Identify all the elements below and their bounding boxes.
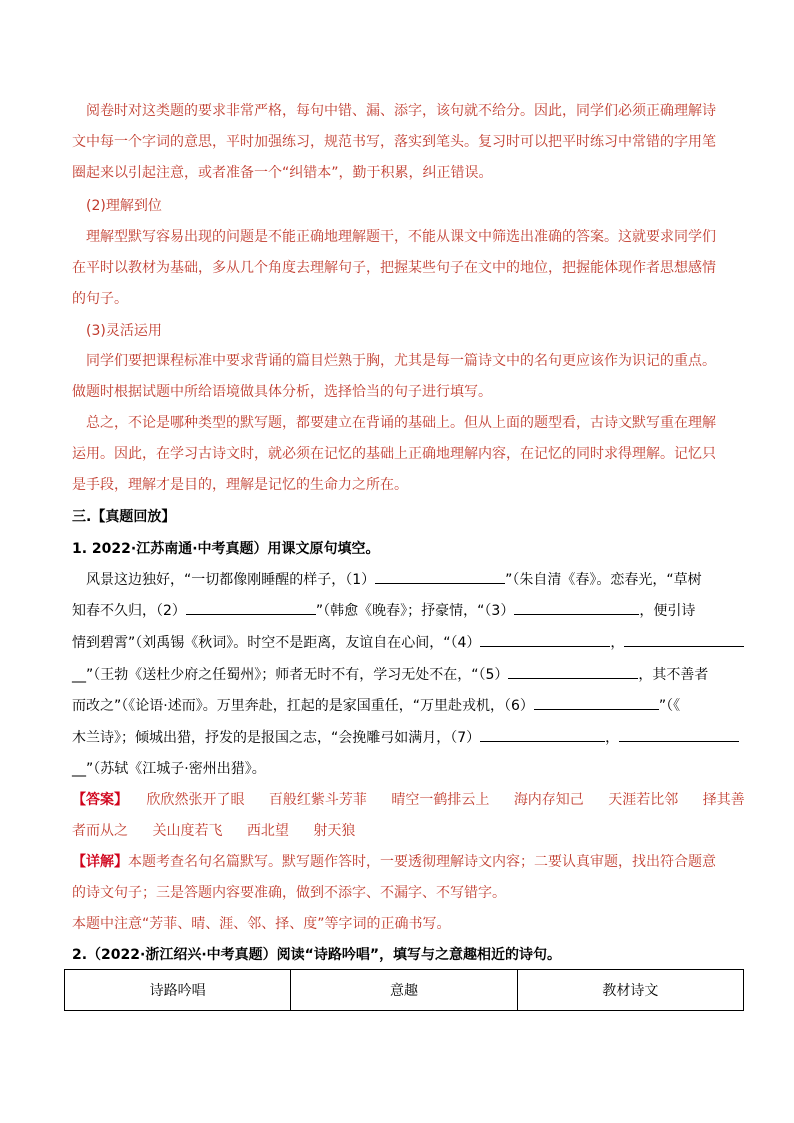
- answer-label: 【答案】: [72, 792, 128, 808]
- q1-line4: __”（王勃《送杜少府之任蜀州》；师者无时不有，学习无处不在，“（5） ，其不善者: [72, 664, 732, 686]
- blank-2[interactable]: [186, 600, 316, 615]
- blank-5[interactable]: [508, 664, 638, 679]
- intro-p2-line1: 理解型默写容易出现的问题是不能正确地理解题干，不能从课文中筛选出准确的答案。这就要求同学们: [86, 229, 716, 245]
- blank-6[interactable]: [534, 695, 659, 710]
- q1-line7: __”（苏轼《江城子·密州出猎》。: [72, 761, 266, 777]
- answer-item: 射天狼: [313, 823, 356, 839]
- intro-p2-line3: 的句子。: [72, 291, 128, 307]
- intro-heading-2: (2)理解到位: [86, 198, 162, 214]
- q1-line1: 风景这边独好，“一切都像刚睡醒的样子，（1） ”（朱自清《春》。恋春光，“草树: [86, 569, 746, 591]
- blank-7a[interactable]: [480, 727, 605, 742]
- intro-p4-line2: 运用。因此，在学习古诗文时，就必须在记忆的基础上正确地理解内容，在记忆的同时求得理解。记忆只: [72, 446, 716, 462]
- q1-answer-line2: [72, 820, 732, 842]
- blank-4a[interactable]: [480, 632, 610, 647]
- q1-title: 1. 2022·江苏南通·中考真题）用课文原句填空。: [72, 541, 380, 557]
- table-header-cell: 诗路吟唱: [65, 970, 291, 1011]
- blank-1[interactable]: [375, 569, 505, 584]
- q1-line3: 情到碧霄”（刘禹锡《秋词》。时空不是距离，友谊自在心间，“（4） ，: [72, 632, 732, 654]
- q2-table: [64, 969, 744, 1011]
- q1-detail-line1: 【详解】本题考查名句名篇默写。默写题作答时，一要透彻理解诗文内容；二要认真审题，找出符合题意: [72, 854, 716, 870]
- answer-item: 晴空一鹤排云上: [391, 792, 490, 808]
- intro-heading-3: (3)灵活运用: [86, 323, 162, 339]
- intro-p1-line1: 阅卷时对这类题的要求非常严格，每句中错、漏、添字，该句就不给分。因此，同学们必须正确理解诗: [86, 103, 716, 119]
- answer-item: 者而从之: [72, 823, 128, 839]
- q1-answer-line1: [72, 789, 745, 811]
- answer-item: 海内存知己: [513, 792, 584, 808]
- q1-line2: 知春不久归，（2） ”（韩愈《晚春》；抒豪情，“（3） ，便引诗: [72, 600, 732, 622]
- q1-detail-line2: 的诗文句子；三是答题内容要准确，做到不添字、不漏字、不写错字。: [72, 885, 506, 901]
- answer-item: 欣欣然张开了眼: [146, 792, 245, 808]
- answer-item: 择其善: [702, 792, 745, 808]
- blank-7b[interactable]: [619, 727, 739, 742]
- table-row: [65, 970, 744, 1011]
- blank-3[interactable]: [514, 600, 639, 615]
- intro-p3-line2: 做题时根据试题中所给语境做具体分析，选择恰当的句子进行填写。: [72, 384, 492, 400]
- answer-item: 西北望: [246, 823, 289, 839]
- answer-item: 百般红紫斗芳菲: [268, 792, 367, 808]
- table-header-cell: 教材诗文: [517, 970, 743, 1011]
- intro-p4-line3: 是手段，理解才是目的，理解是记忆的生命力之所在。: [72, 477, 408, 493]
- answer-item: 天涯若比邻: [608, 792, 679, 808]
- detail-label: 【详解】: [72, 854, 128, 870]
- answer-item: 关山度若飞: [152, 823, 223, 839]
- blank-4b[interactable]: [624, 632, 744, 647]
- intro-p3-line1: 同学们要把课程标准中要求背诵的篇目烂熟于胸，尤其是每一篇诗文中的名句更应该作为识记的重点。: [86, 353, 716, 369]
- intro-p1-line3: 圈起来以引起注意，或者准备一个“纠错本”，勤于积累，纠正错误。: [72, 165, 493, 181]
- intro-p1-line2: 文中每一个字词的意思，平时加强练习，规范书写，落实到笔头。复习时可以把平时练习中常错的字用笔: [72, 134, 716, 150]
- section-title: 三.【真题回放】: [72, 509, 176, 525]
- q1-detail-line3: 本题中注意“芳菲、晴、涯、邻、择、度”等字词的正确书写。: [72, 916, 451, 932]
- q1-line6: 木兰诗》；倾城出猎，抒发的是报国之志，“会挽雕弓如满月，（7） ，: [72, 727, 732, 749]
- table-header-cell: 意趣: [291, 970, 517, 1011]
- intro-p2-line2: 在平时以教材为基础，多从几个角度去理解句子，把握某些句子在文中的地位，把握能体现作者思想感情: [72, 260, 716, 276]
- q2-title: 2.（2022·浙江绍兴·中考真题）阅读“诗路吟唱”，填写与之意趣相近的诗句。: [72, 947, 562, 963]
- intro-p4-line1: 总之，不论是哪种类型的默写题，都要建立在背诵的基础上。但从上面的题型看，古诗文默写重在理解: [86, 415, 716, 431]
- q1-line5: 而改之”（《论语·述而》。万里奔赴，扛起的是家国重任，“万里赴戎机，（6） ”（《: [72, 695, 732, 717]
